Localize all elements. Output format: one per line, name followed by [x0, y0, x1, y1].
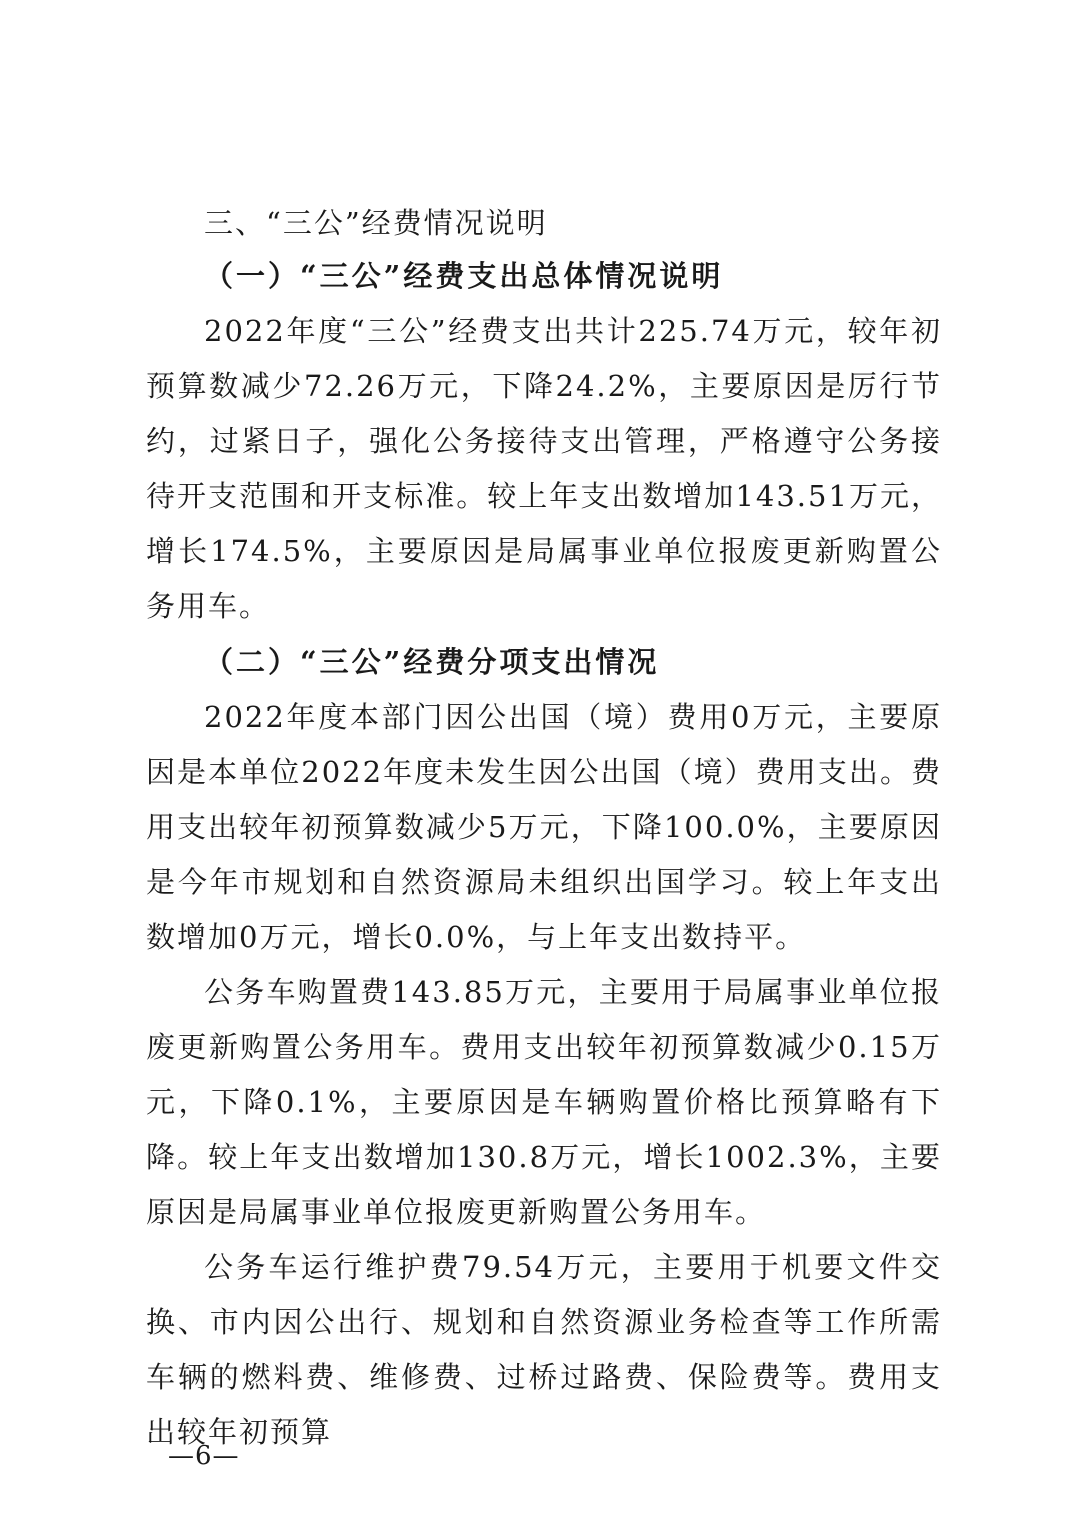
subsection-title-overall: （一）“三公”经费支出总体情况说明 — [204, 259, 724, 293]
paragraph-vehicle-maintenance: 公务车运行维护费79.54万元，主要用于机要文件交换、市内因公出行、规划和自然资源业务检查等工作所需车辆的燃料费、维修费、过桥过路费、保险费等。费用支出较年初预算 — [146, 1250, 942, 1449]
section-title: 三、“三公”经费情况说明 — [204, 206, 548, 240]
subsection-title-itemized: （二）“三公”经费分项支出情况 — [204, 645, 660, 679]
page-number: —6— — [168, 1441, 240, 1471]
paragraph-overseas-travel: 2022年度本部门因公出国（境）费用0万元，主要原因是本单位2022年度未发生因公出国（境）费用支出。费用支出较年初预算数减少5万元，下降100.0%，主要原因是今年市规划和自然资源局未组织出国学习。较上年支出数增加0万元，增长0.0%，与上年支出数持平。 — [146, 700, 942, 954]
document-body — [146, 198, 942, 1460]
paragraph-vehicle-purchase: 公务车购置费143.85万元，主要用于局属事业单位报废更新购置公务用车。费用支出较年初预算数减少0.15万元，下降0.1%，主要原因是车辆购置价格比预算略有下降。较上年支出数增加130.8万元，增长1002.3%，主要原因是局属事业单位报废更新购置公务用车。 — [146, 975, 942, 1229]
paragraph-overall-summary: 2022年度“三公”经费支出共计225.74万元，较年初预算数减少72.26万元，下降24.2%，主要原因是厉行节约，过紧日子，强化公务接待支出管理，严格遵守公务接待开支范围和开支标准。较上年支出数增加143.51万元，增长174.5%，主要原因是局属事业单位报废更新购置公务用车。 — [146, 314, 942, 623]
